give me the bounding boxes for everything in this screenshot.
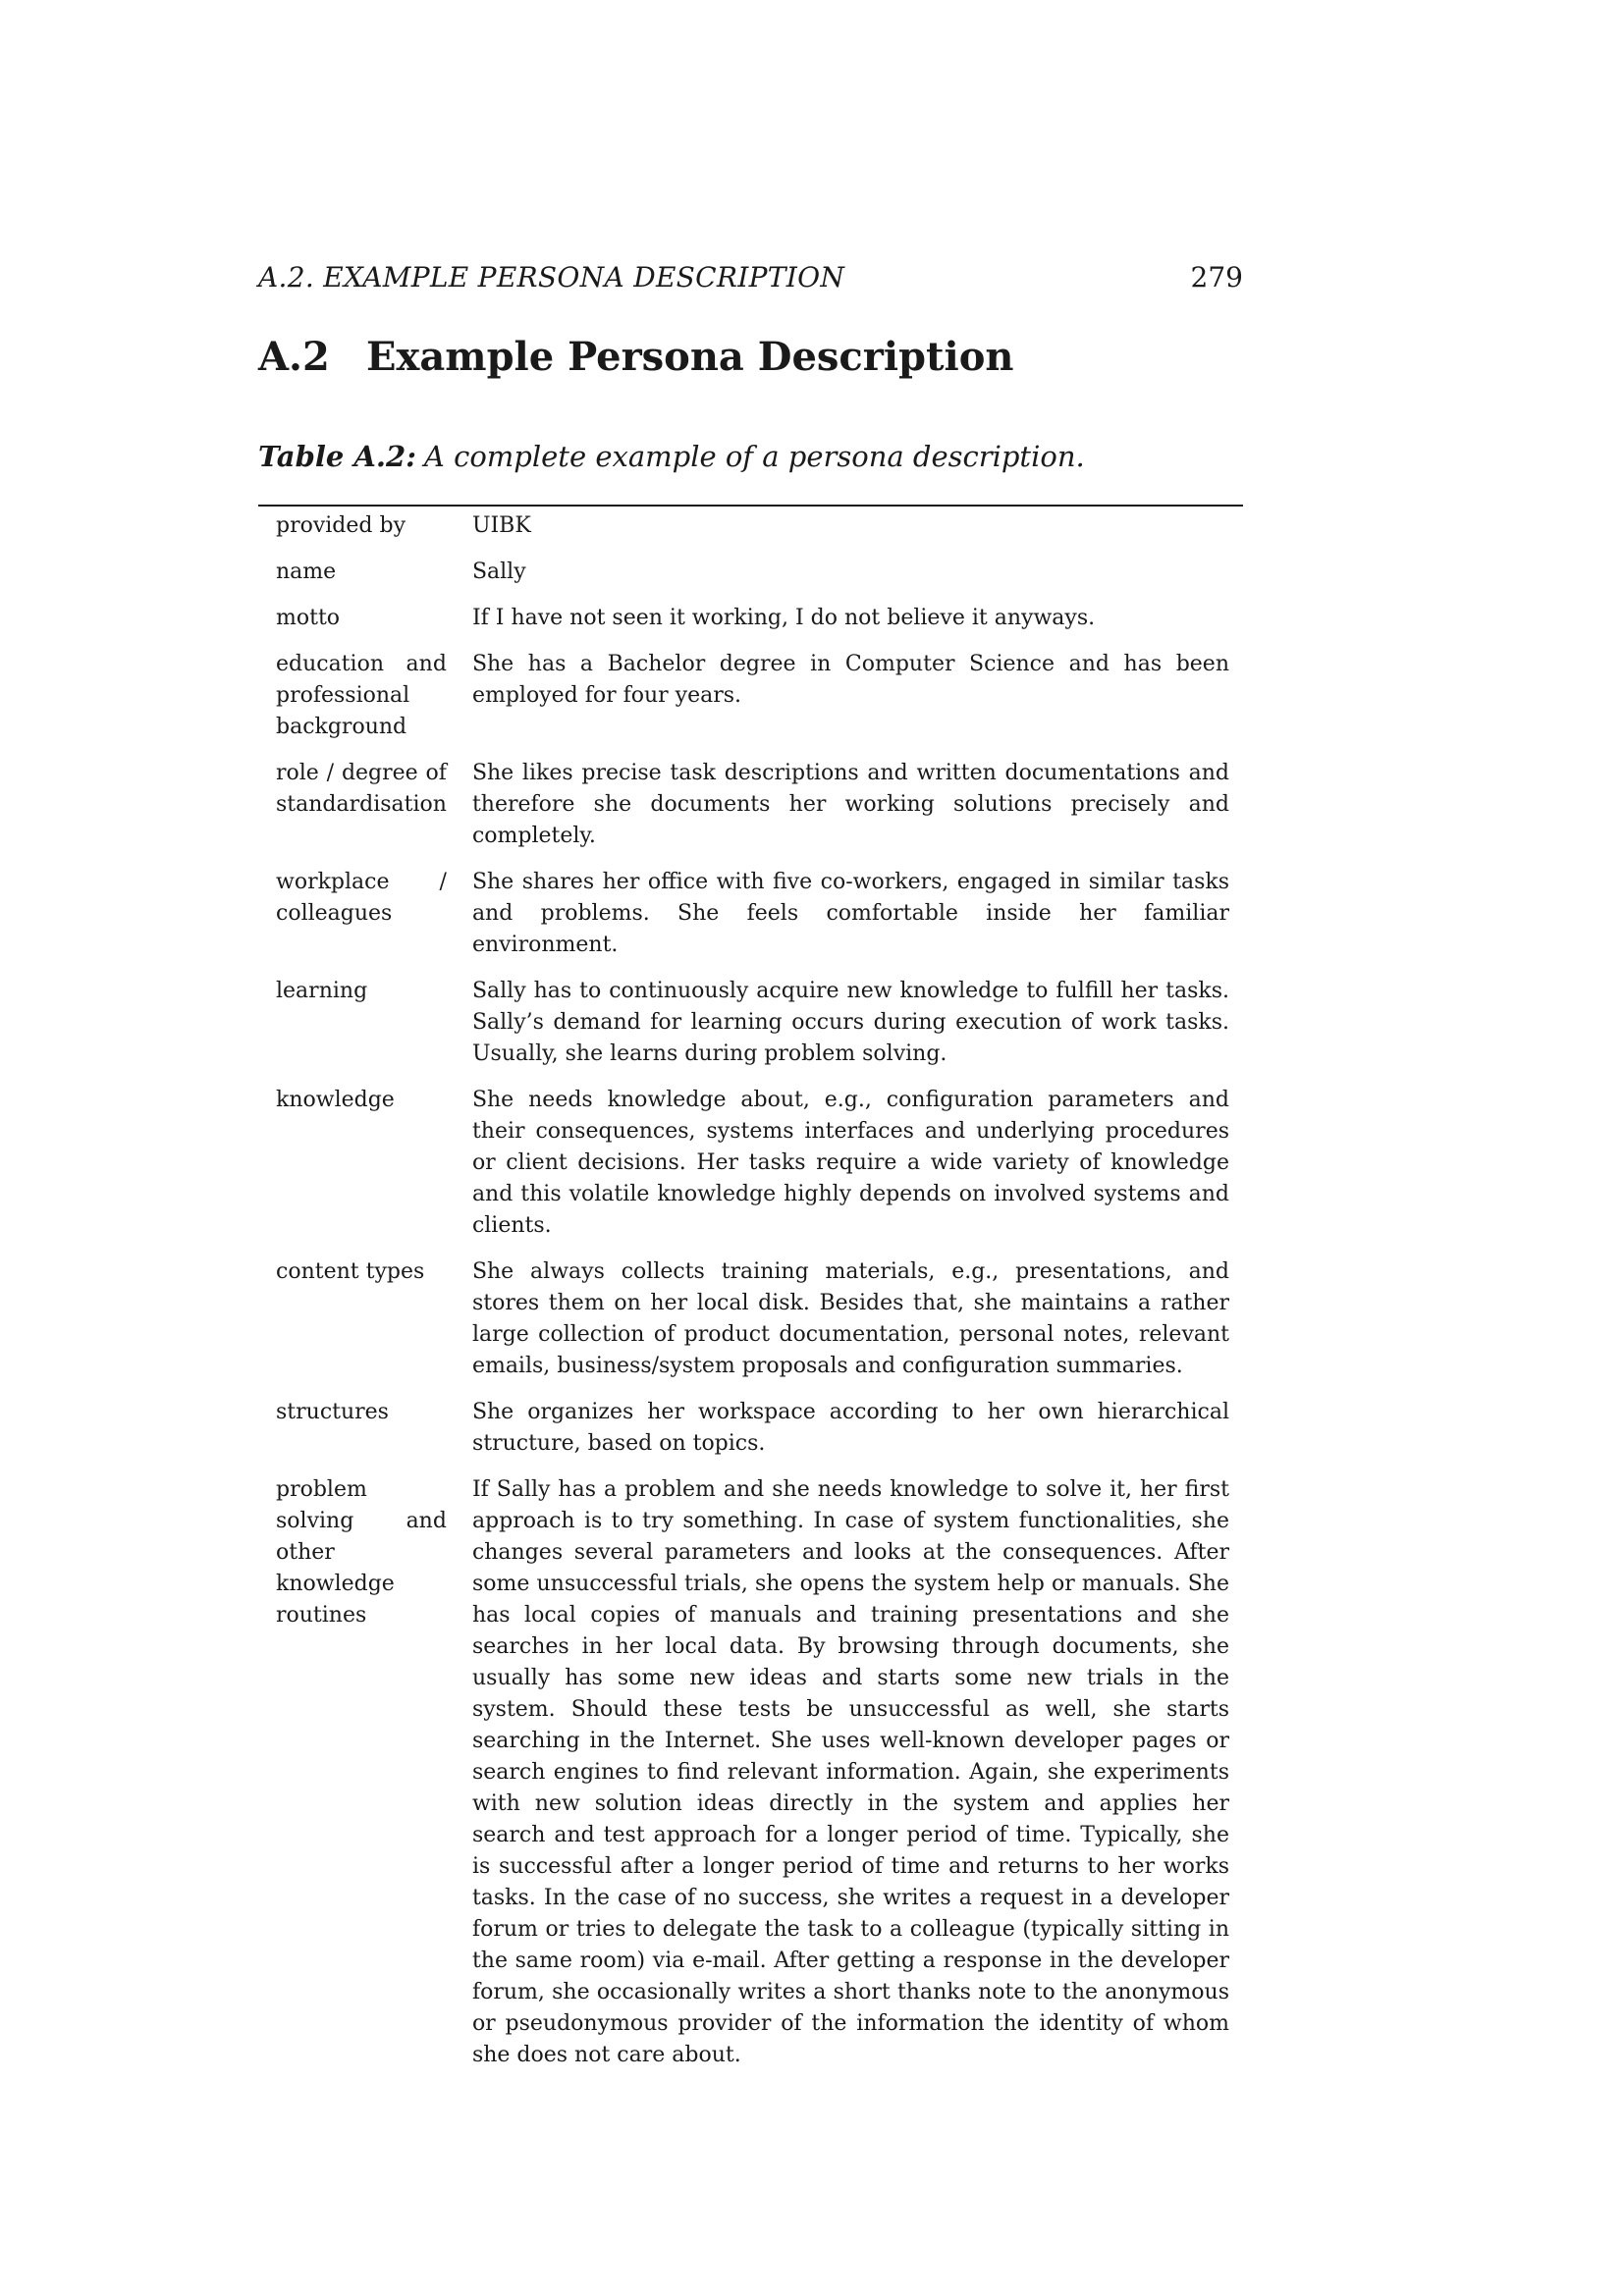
- table-row: [258, 1085, 1243, 1256]
- table-row: [258, 1256, 1243, 1397]
- section-title: Example Persona Description: [366, 334, 1014, 380]
- running-header: [258, 261, 1243, 294]
- table-row: [258, 976, 1243, 1085]
- row-value: She shares her office with five co-workers, engaged in similar tasks and problems. She feels comfortable inside her familiar environment.: [471, 870, 1229, 957]
- row-value: UIBK: [471, 513, 531, 538]
- row-key: name: [276, 560, 337, 584]
- row-value: She has a Bachelor degree in Computer Science and has been employed for four years.: [471, 652, 1229, 708]
- row-key: workplace / colleagues: [276, 870, 447, 926]
- table-top-rule: [258, 505, 1243, 507]
- persona-table: [258, 510, 1243, 2086]
- table-row: [258, 603, 1243, 649]
- table-row: [258, 1397, 1243, 1474]
- table-row: [258, 758, 1243, 867]
- table-row: [258, 1474, 1243, 2086]
- table-row: [258, 649, 1243, 758]
- row-key: learning: [276, 979, 368, 1003]
- row-key: structures: [276, 1400, 389, 1424]
- row-value: If Sally has a problem and she needs knowledge to solve it, her first approach is to try something. In case of system functionalities, she changes several parameters and looks at the consequences. After some unsuccessful trials, she opens the system help or manuals. She has local copies of manuals and training presentations and she searches in her local data. By browsing through documents, she usually has some new ideas and starts some new trials in the system. Should these tests be unsuccessful as well, she starts searching in the Internet. She uses well-known developer pages or search engines to find relevant information. Again, she experiments with new solution ideas directly in the system and applies her search and test approach for a longer period of time. Typically, she is successful after a longer period of time and returns to her works tasks. In the case of no success, she writes a request in a developer forum or tries to delegate the task to a colleague (typically sitting in the same room) via e-mail. After getting a response in the developer forum, she occasionally writes a short thanks note to the anonymous or pseudonymous provider of the information the identity of whom she does not care about.: [471, 1477, 1229, 2067]
- row-key: provided by: [276, 513, 406, 538]
- table-caption-text: A complete example of a persona description.: [423, 440, 1085, 473]
- row-value: She always collects training materials, e.g., presentations, and stores them on her local disk. Besides that, she maintains a rather large collection of product documentation, personal notes, relevant emails, business/system proposals and configuration summaries.: [471, 1259, 1229, 1378]
- row-key: motto: [276, 606, 341, 630]
- table-row: [258, 510, 1243, 557]
- row-key: education and professional background: [276, 652, 447, 739]
- row-key: content types: [276, 1259, 425, 1284]
- row-value: Sally has to continuously acquire new knowledge to fulfill her tasks. Sally’s demand for learning occurs during execution of work tasks. Usually, she learns during problem solving.: [471, 979, 1229, 1066]
- row-value: If I have not seen it working, I do not believe it anyways.: [471, 606, 1096, 630]
- row-key: role / degree of standardisation: [276, 761, 447, 817]
- row-value: She needs knowledge about, e.g., configuration parameters and their consequences, systems interfaces and underlying procedures or client decisions. Her tasks require a wide variety of knowledge and this volatile knowledge highly depends on involved systems and clients.: [471, 1088, 1229, 1238]
- page-number: 279: [1190, 261, 1243, 294]
- section-number: A.2: [258, 334, 330, 380]
- running-title: A.2. EXAMPLE PERSONA DESCRIPTION: [258, 261, 845, 294]
- table-row: [258, 867, 1243, 976]
- row-key: knowledge: [276, 1088, 395, 1112]
- row-key: problem solving and other knowledge routines: [276, 1477, 447, 1628]
- table-caption-label: Table A.2:: [258, 440, 416, 473]
- row-value: She organizes her workspace according to her own hierarchical structure, based on topics.: [471, 1400, 1229, 1456]
- row-value: Sally: [471, 560, 526, 584]
- section-heading: [258, 334, 1013, 380]
- row-value: She likes precise task descriptions and written documentations and therefore she documents her working solutions precisely and completely.: [471, 761, 1229, 848]
- table-caption: [258, 440, 1085, 473]
- table-row: [258, 557, 1243, 603]
